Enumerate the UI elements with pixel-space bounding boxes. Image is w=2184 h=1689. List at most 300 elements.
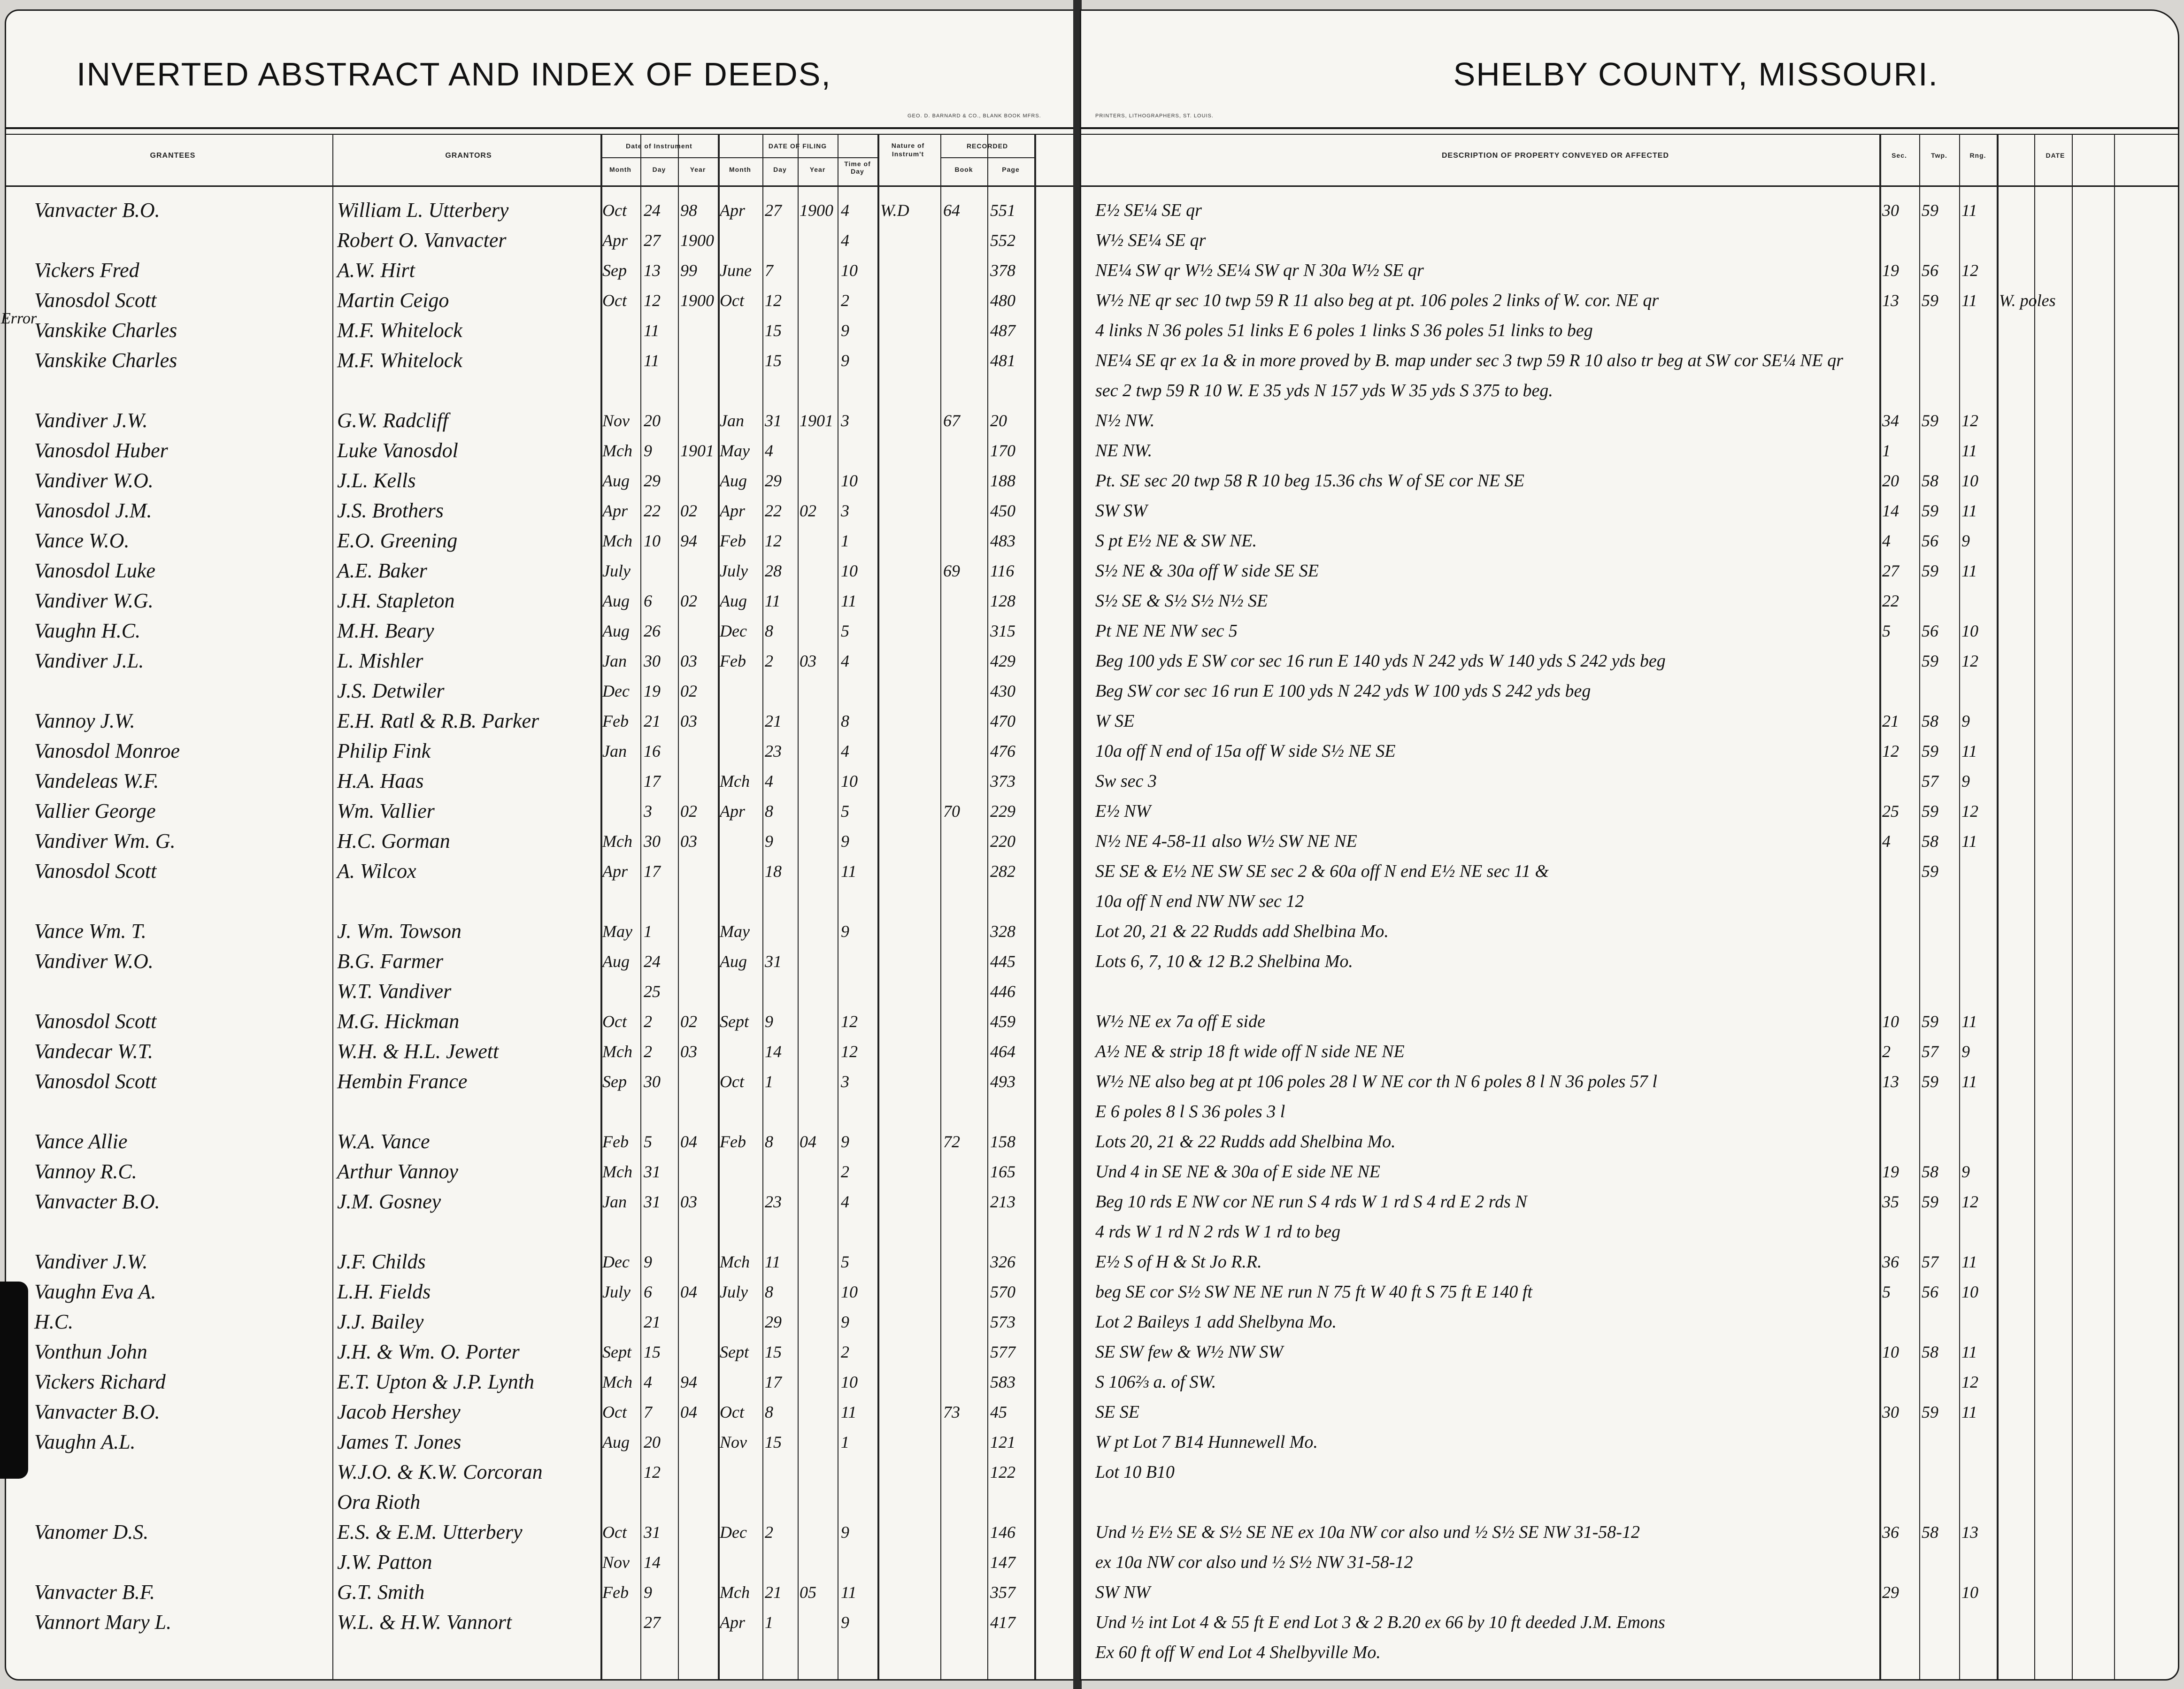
column-divider (2034, 134, 2035, 1679)
right-imprint: PRINTERS, LITHOGRAPHERS, ST. LOUIS. (1095, 113, 1214, 119)
entry-page: 446 (990, 982, 1015, 1001)
entry-time-of-day: 4 (841, 1192, 849, 1211)
entry-inst-day: 4 (644, 1373, 652, 1391)
entry-inst-year: 94 (680, 1373, 697, 1391)
entry-inst-year: 02 (680, 591, 697, 610)
header-subrule (600, 157, 877, 158)
entry-grantor: M.F. Whitelock (337, 349, 462, 372)
entry-filing-day: 15 (765, 1343, 782, 1361)
entry-inst-month: Sep (602, 261, 627, 280)
entry-time-of-day: 11 (841, 862, 857, 881)
entry-time-of-day: 3 (841, 1072, 849, 1091)
entry-filing-day: 17 (765, 1373, 782, 1391)
entry-rng: 11 (1961, 561, 1977, 580)
entry-sec: 12 (1882, 742, 1899, 760)
entry-grantee: Vandecar W.T. (34, 1040, 153, 1063)
entry-time-of-day: 9 (841, 351, 849, 370)
column-divider (940, 134, 941, 1679)
entry-page: 45 (990, 1403, 1007, 1421)
entry-inst-month: Aug (602, 952, 630, 971)
entry-inst-month: Jan (602, 652, 627, 670)
entry-grantee: Vandiver J.L. (34, 649, 144, 672)
entry-page: 326 (990, 1252, 1015, 1271)
entry-grantee: Vance Allie (34, 1130, 128, 1153)
entry-filing-day: 31 (765, 411, 782, 430)
entry-inst-day: 30 (644, 652, 661, 670)
entry-twp: 59 (1922, 802, 1938, 821)
entry-filing-month: Apr (720, 1613, 745, 1632)
column-divider (678, 134, 679, 1679)
entry-inst-day: 12 (644, 291, 661, 310)
entry-inst-month: Nov (602, 411, 630, 430)
entry-description: N½ NE 4-58-11 also W½ SW NE NE (1095, 831, 1357, 851)
entry-filing-month: Mch (720, 772, 750, 791)
entry-description: 10a off N end NW NW sec 12 (1095, 891, 1304, 911)
entry-twp: 57 (1922, 1252, 1938, 1271)
entry-page: 573 (990, 1313, 1015, 1331)
entry-time-of-day: 3 (841, 501, 849, 520)
entry-filing-day: 18 (765, 862, 782, 881)
entry-grantee: Vaughn H.C. (34, 619, 141, 642)
entry-time-of-day: 8 (841, 712, 849, 730)
entry-twp: 56 (1922, 622, 1938, 640)
entry-page: 128 (990, 591, 1015, 610)
entry-inst-year: 02 (680, 1012, 697, 1031)
entry-grantee: H.C. (34, 1310, 74, 1333)
entry-inst-year: 03 (680, 1042, 697, 1061)
entry-description: NE¼ SE qr ex 1a & in more proved by B. map under sec 3 twp 59 R 10 also tr beg at SW cor SE¼ NE qr (1095, 351, 1843, 370)
entry-time-of-day: 4 (841, 742, 849, 760)
left-page-title: INVERTED ABSTRACT AND INDEX OF DEEDS, (77, 56, 831, 92)
entry-inst-day: 3 (644, 802, 652, 821)
entry-rng: 11 (1961, 291, 1977, 310)
entry-grantee: Vandiver J.W. (34, 409, 148, 432)
entry-time-of-day: 11 (841, 591, 857, 610)
entry-inst-year: 04 (680, 1403, 697, 1421)
entry-page: 282 (990, 862, 1015, 881)
entry-grantor: J.J. Bailey (337, 1310, 424, 1333)
entry-description: E½ S of H & St Jo R.R. (1095, 1252, 1262, 1272)
entry-inst-day: 11 (644, 321, 660, 340)
entry-time-of-day: 4 (841, 201, 849, 220)
entry-filing-month: Feb (720, 531, 746, 550)
entry-grantor: Jacob Hershey (337, 1400, 461, 1423)
entry-inst-day: 1 (644, 922, 652, 941)
entry-twp: 57 (1922, 772, 1938, 791)
entry-inst-day: 5 (644, 1132, 652, 1151)
entry-time-of-day: 9 (841, 832, 849, 851)
entry-grantor: Luke Vanosdol (337, 439, 458, 462)
entry-sec: 36 (1882, 1523, 1899, 1542)
entry-time-of-day: 9 (841, 321, 849, 340)
entry-filing-month: Mch (720, 1252, 750, 1271)
header-book: Book (954, 166, 973, 173)
entry-inst-month: Oct (602, 1403, 627, 1421)
entry-time-of-day: 12 (841, 1042, 858, 1061)
entry-description: A½ NE & strip 18 ft wide off N side NE NE (1095, 1042, 1405, 1061)
column-divider (987, 134, 988, 1679)
entry-description: W½ NE qr sec 10 twp 59 R 11 also beg at pt. 106 poles 2 links of W. cor. NE qr (1095, 291, 1659, 310)
header-page: Page (1002, 166, 1020, 173)
left-imprint: GEO. D. BARNARD & CO., BLANK BOOK MFRS. (907, 113, 1041, 119)
entry-rng: 11 (1961, 832, 1977, 851)
entry-filing-day: 8 (765, 802, 773, 821)
entry-filing-day: 29 (765, 1313, 782, 1331)
entry-filing-year: 02 (800, 501, 816, 520)
entry-twp: 59 (1922, 742, 1938, 760)
entry-rng: 12 (1961, 1192, 1978, 1211)
entry-filing-day: 28 (765, 561, 782, 580)
entry-description: Lots 6, 7, 10 & 12 B.2 Shelbina Mo. (1095, 952, 1353, 971)
entry-grantee: Vannort Mary L. (34, 1611, 172, 1634)
entry-description: NE NW. (1095, 441, 1153, 461)
header-rule (6, 127, 1074, 129)
entry-twp: 56 (1922, 531, 1938, 550)
entry-grantee: Vanosdol Scott (34, 1010, 157, 1033)
entry-rng: 12 (1961, 411, 1978, 430)
entry-time-of-day: 5 (841, 622, 849, 640)
header-rule (1081, 134, 2178, 135)
entry-sec: 1 (1882, 441, 1891, 460)
entry-page: 220 (990, 832, 1015, 851)
entry-filing-month: Feb (720, 652, 746, 670)
entry-twp: 56 (1922, 1282, 1938, 1301)
entry-description: Und ½ E½ SE & S½ SE NE ex 10a NW cor also und ½ S½ SE NW 31-58-12 (1095, 1522, 1640, 1542)
entry-sec: 5 (1882, 1282, 1891, 1301)
entry-time-of-day: 3 (841, 411, 849, 430)
entry-page: 121 (990, 1433, 1015, 1451)
entry-inst-month: Oct (602, 201, 627, 220)
entry-page: 315 (990, 622, 1015, 640)
entry-page: 583 (990, 1373, 1015, 1391)
entry-grantor: H.C. Gorman (337, 829, 450, 852)
entry-twp: 59 (1922, 501, 1938, 520)
entry-book: 69 (943, 561, 960, 580)
column-divider (1997, 134, 1999, 1679)
entry-twp: 59 (1922, 411, 1938, 430)
entry-page: 487 (990, 321, 1015, 340)
entry-inst-day: 26 (644, 622, 661, 640)
entry-description: W SE (1095, 711, 1135, 731)
header-inst-year: Year (690, 166, 706, 173)
entry-description: Ex 60 ft off W end Lot 4 Shelbyville Mo. (1095, 1643, 1381, 1662)
entry-inst-month: Mch (602, 1042, 632, 1061)
entry-description: SW NW (1095, 1582, 1151, 1602)
entry-description: Beg 100 yds E SW cor sec 16 run E 140 yds N 242 yds W 140 yds S 242 yds beg (1095, 651, 1666, 671)
entry-description: W½ NE also beg at pt 106 poles 28 l W NE cor th N 6 poles 8 l N 36 poles 57 l (1095, 1072, 1657, 1091)
entry-twp: 59 (1922, 1192, 1938, 1211)
entry-time-of-day: 11 (841, 1403, 857, 1421)
column-divider (2114, 134, 2115, 1679)
column-divider (1919, 134, 1920, 1679)
entry-filing-day: 12 (765, 531, 782, 550)
entry-filing-month: Mch (720, 1583, 750, 1602)
entry-grantor: G.W. Radcliff (337, 409, 448, 432)
entry-description: 4 links N 36 poles 51 links E 6 poles 1 links S 36 poles 51 links to beg (1095, 321, 1593, 340)
entry-time-of-day: 9 (841, 1132, 849, 1151)
entry-time-of-day: 5 (841, 802, 849, 821)
entry-grantee: Vaughn A.L. (34, 1430, 136, 1453)
header-date-of-instrument: Date of Instrument (626, 142, 692, 150)
entry-inst-year: 1900 (680, 231, 714, 250)
entry-twp: 59 (1922, 862, 1938, 881)
right-ledger-page (1080, 9, 2179, 1681)
entry-grantor: Robert O. Vanvacter (337, 229, 507, 252)
entry-sec: 13 (1882, 291, 1899, 310)
entry-inst-year: 1900 (680, 291, 714, 310)
entry-inst-month: Sep (602, 1072, 627, 1091)
entry-inst-month: Feb (602, 712, 629, 730)
header-grantors: GRANTORS (445, 152, 492, 160)
entry-inst-day: 6 (644, 591, 652, 610)
entry-filing-day: 14 (765, 1042, 782, 1061)
entry-inst-month: July (602, 561, 631, 580)
entry-grantor: James T. Jones (337, 1430, 461, 1453)
entry-rng: 11 (1961, 1072, 1977, 1091)
entry-page: 158 (990, 1132, 1015, 1151)
entry-inst-day: 10 (644, 531, 661, 550)
entry-page: 378 (990, 261, 1015, 280)
entry-sec: 10 (1882, 1012, 1899, 1031)
entry-filing-day: 8 (765, 1403, 773, 1421)
entry-inst-day: 25 (644, 982, 661, 1001)
entry-inst-month: Nov (602, 1553, 630, 1572)
entry-filing-day: 1 (765, 1072, 773, 1091)
entry-grantor: A.W. Hirt (337, 259, 415, 282)
entry-page: 170 (990, 441, 1015, 460)
header-inst-day: Day (652, 166, 666, 173)
entry-grantee: Vanosdol Scott (34, 1070, 157, 1093)
entry-inst-day: 20 (644, 1433, 661, 1451)
entry-description: N½ NW. (1095, 411, 1155, 430)
entry-grantor: W.L. & H.W. Vannort (337, 1611, 512, 1634)
entry-description: Und ½ int Lot 4 & 55 ft E end Lot 3 & 2 B.20 ex 66 by 10 ft deeded J.M. Emons (1095, 1612, 1665, 1632)
entry-description: Beg 10 rds E NW cor NE run S 4 rds W 1 rd S 4 rd E 2 rds N (1095, 1192, 1527, 1212)
entry-grantee: Vanvacter B.O. (34, 199, 160, 222)
entry-description: SW SW (1095, 501, 1147, 521)
entry-description: S½ NE & 30a off W side SE SE (1095, 561, 1319, 581)
entry-inst-month: Mch (602, 1162, 632, 1181)
margin-note-error: Error (1, 310, 37, 327)
entry-grantor: E.H. Ratl & R.B. Parker (337, 709, 539, 732)
entry-inst-month: Aug (602, 1433, 630, 1451)
entry-date: W. poles (1999, 291, 2056, 310)
entry-filing-day: 31 (765, 952, 782, 971)
entry-grantor: Philip Fink (337, 739, 431, 762)
entry-grantor: A.E. Baker (337, 559, 427, 582)
entry-grantor: J.S. Detwiler (337, 679, 445, 702)
entry-time-of-day: 2 (841, 291, 849, 310)
entry-grantor: J.L. Kells (337, 469, 416, 492)
entry-inst-month: Feb (602, 1132, 629, 1151)
entry-sec: 34 (1882, 411, 1899, 430)
entry-grantor: A. Wilcox (337, 860, 416, 883)
entry-filing-month: Aug (720, 591, 747, 610)
header-inst-month: Month (609, 166, 631, 173)
entry-filing-year: 04 (800, 1132, 816, 1151)
entry-filing-month: Oct (720, 1403, 744, 1421)
entry-grantor: Hembin France (337, 1070, 468, 1093)
entry-twp: 59 (1922, 291, 1938, 310)
entry-inst-month: Jan (602, 742, 627, 760)
entry-sec: 13 (1882, 1072, 1899, 1091)
entry-page: 146 (990, 1523, 1015, 1542)
entry-filing-day: 12 (765, 291, 782, 310)
entry-description: W pt Lot 7 B14 Hunnewell Mo. (1095, 1432, 1318, 1452)
entry-inst-month: Jan (602, 1192, 627, 1211)
entry-time-of-day: 9 (841, 1613, 849, 1632)
entry-sec: 27 (1882, 561, 1899, 580)
entry-inst-year: 02 (680, 802, 697, 821)
entry-inst-month: Mch (602, 531, 632, 550)
entry-twp: 58 (1922, 712, 1938, 730)
column-divider (640, 134, 641, 1679)
entry-inst-year: 03 (680, 712, 697, 730)
entry-grantor: E.O. Greening (337, 529, 458, 552)
entry-filing-day: 11 (765, 1252, 781, 1271)
entry-twp: 57 (1922, 1042, 1938, 1061)
entry-inst-day: 11 (644, 351, 660, 370)
entry-time-of-day: 9 (841, 1523, 849, 1542)
entry-description: S 106⅔ a. of SW. (1095, 1372, 1216, 1392)
header-rule (6, 134, 1074, 135)
entry-filing-month: June (720, 261, 752, 280)
entry-filing-month: July (720, 561, 748, 580)
entry-page: 577 (990, 1343, 1015, 1361)
entry-rng: 11 (1961, 1343, 1977, 1361)
entry-filing-day: 4 (765, 772, 773, 791)
column-divider (798, 134, 799, 1679)
entry-inst-month: Feb (602, 1583, 629, 1602)
entry-grantor: Wm. Vallier (337, 799, 435, 822)
entry-sec: 2 (1882, 1042, 1891, 1061)
entry-filing-day: 21 (765, 712, 782, 730)
entry-page: 483 (990, 531, 1015, 550)
entry-grantee: Vanskike Charles (34, 349, 177, 372)
entry-inst-day: 27 (644, 231, 661, 250)
entry-book: 67 (943, 411, 960, 430)
entry-inst-day: 17 (644, 772, 661, 791)
entry-inst-year: 02 (680, 682, 697, 700)
entry-time-of-day: 10 (841, 471, 858, 490)
entry-description: S½ SE & S½ S½ N½ SE (1095, 591, 1268, 611)
entry-filing-day: 29 (765, 471, 782, 490)
entry-description: E½ NW (1095, 801, 1151, 821)
entry-inst-day: 24 (644, 201, 661, 220)
entry-page: 20 (990, 411, 1007, 430)
entry-book: 64 (943, 201, 960, 220)
entry-sec: 4 (1882, 531, 1891, 550)
entry-inst-day: 20 (644, 411, 661, 430)
entry-page: 430 (990, 682, 1015, 700)
entry-page: 481 (990, 351, 1015, 370)
entry-nature: W.D (880, 201, 909, 220)
entry-time-of-day: 1 (841, 1433, 849, 1451)
entry-inst-day: 17 (644, 862, 661, 881)
entry-page: 213 (990, 1192, 1015, 1211)
entry-twp: 59 (1922, 1072, 1938, 1091)
entry-grantee: Vanosdol Monroe (34, 739, 180, 762)
entry-page: 470 (990, 712, 1015, 730)
entry-inst-month: Mch (602, 832, 632, 851)
entry-time-of-day: 5 (841, 1252, 849, 1271)
entry-inst-day: 13 (644, 261, 661, 280)
entry-twp: 56 (1922, 261, 1938, 280)
entry-description: Lot 10 B10 (1095, 1462, 1175, 1482)
index-tab (0, 1282, 28, 1479)
entry-inst-year: 04 (680, 1132, 697, 1151)
entry-inst-day: 6 (644, 1282, 652, 1301)
entry-description: Lot 2 Baileys 1 add Shelbyna Mo. (1095, 1312, 1337, 1332)
entry-rng: 10 (1961, 471, 1978, 490)
header-description: DESCRIPTION OF PROPERTY CONVEYED OR AFFECTED (1441, 152, 1669, 160)
entry-grantor: W.J.O. & K.W. Corcoran (337, 1460, 543, 1483)
entry-filing-month: Sept (720, 1012, 749, 1031)
entry-grantee: Vickers Fred (34, 259, 139, 282)
entry-page: 552 (990, 231, 1015, 250)
entry-filing-year: 05 (800, 1583, 816, 1602)
entry-filing-month: May (720, 441, 750, 460)
entry-sec: 19 (1882, 261, 1899, 280)
entry-inst-year: 02 (680, 501, 697, 520)
entry-filing-month: May (720, 922, 750, 941)
entry-inst-month: Oct (602, 1012, 627, 1031)
entry-time-of-day: 12 (841, 1012, 858, 1031)
entry-description: Pt NE NE NW sec 5 (1095, 621, 1238, 641)
entry-inst-day: 9 (644, 1583, 652, 1602)
column-divider (877, 134, 879, 1679)
header-time-of-day: Time of Day (844, 160, 871, 175)
entry-filing-day: 23 (765, 1192, 782, 1211)
entry-grantee: Vonthun John (34, 1340, 147, 1363)
entry-filing-day: 8 (765, 622, 773, 640)
entry-inst-day: 21 (644, 1313, 661, 1331)
entry-inst-month: Apr (602, 501, 628, 520)
entry-twp: 58 (1922, 1162, 1938, 1181)
entry-grantor: G.T. Smith (337, 1581, 425, 1604)
entry-rng: 11 (1961, 742, 1977, 760)
entry-filing-day: 15 (765, 1433, 782, 1451)
entry-page: 429 (990, 652, 1015, 670)
entry-rng: 11 (1961, 1252, 1977, 1271)
left-ledger-page (5, 9, 1075, 1681)
entry-page: 165 (990, 1162, 1015, 1181)
entry-sec: 25 (1882, 802, 1899, 821)
entry-page: 570 (990, 1282, 1015, 1301)
entry-sec: 19 (1882, 1162, 1899, 1181)
entry-filing-day: 9 (765, 832, 773, 851)
entry-rng: 11 (1961, 201, 1977, 220)
entry-inst-day: 2 (644, 1042, 652, 1061)
entry-grantor: L.H. Fields (337, 1280, 431, 1303)
entry-twp: 59 (1922, 652, 1938, 670)
entry-grantee: Vandiver Wm. G. (34, 829, 176, 852)
entry-filing-day: 15 (765, 351, 782, 370)
column-divider (762, 134, 763, 1679)
entry-twp: 58 (1922, 832, 1938, 851)
entry-inst-day: 31 (644, 1523, 661, 1542)
entry-grantor: J. Wm. Towson (337, 920, 461, 943)
entry-time-of-day: 9 (841, 1313, 849, 1331)
entry-grantor: Ora Rioth (337, 1490, 421, 1513)
header-filing-year: Year (809, 166, 826, 173)
entry-rng: 9 (1961, 531, 1970, 550)
entry-inst-month: Apr (602, 862, 628, 881)
entry-rng: 13 (1961, 1523, 1978, 1542)
entry-filing-month: July (720, 1282, 748, 1301)
entry-time-of-day: 4 (841, 652, 849, 670)
entry-time-of-day: 4 (841, 231, 849, 250)
